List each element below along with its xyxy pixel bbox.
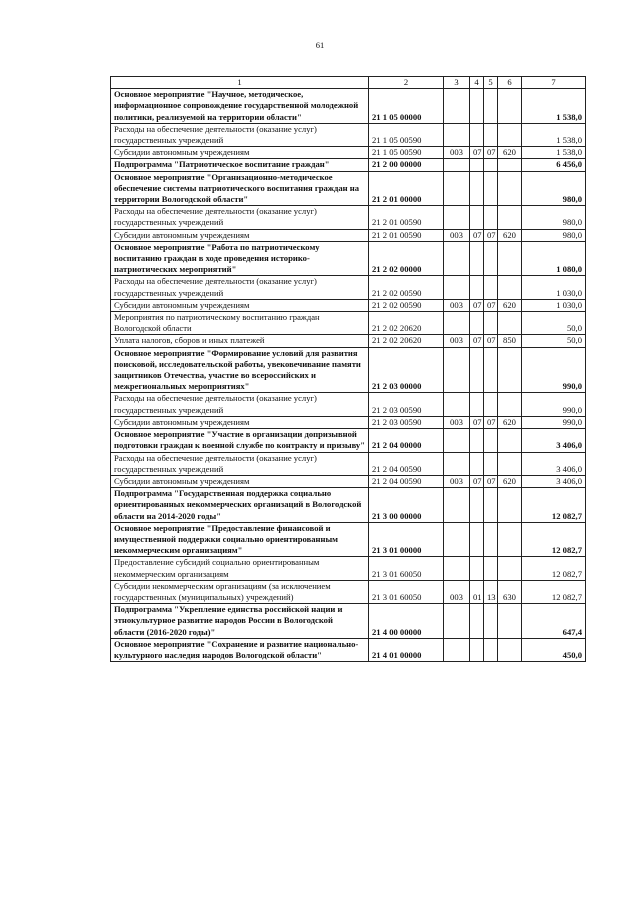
row-name: Субсидии автономным учреждениям (111, 229, 369, 241)
row-expense-type-code (498, 123, 522, 146)
row-amount: 990,0 (522, 347, 586, 393)
row-amount: 3 406,0 (522, 452, 586, 475)
row-amount: 50,0 (522, 312, 586, 335)
row-code: 21 2 04 00590 (369, 475, 444, 487)
table-row (111, 241, 586, 276)
row-amount: 1 080,0 (522, 241, 586, 276)
row-ministry-code (444, 89, 470, 124)
row-amount: 50,0 (522, 335, 586, 347)
row-section-code: 07 (470, 229, 484, 241)
row-name: Основное мероприятие "Предоставление финансовой и имущественной поддержки социально ориентированным некоммерческим организациям" (111, 522, 369, 557)
row-amount: 12 082,7 (522, 522, 586, 557)
table-row (111, 557, 586, 580)
table-row (111, 416, 586, 428)
column-header: 4 (470, 77, 484, 89)
row-subsection-code: 13 (484, 580, 498, 603)
row-ministry-code (444, 604, 470, 639)
row-ministry-code (444, 241, 470, 276)
row-code: 21 2 04 00000 (369, 429, 444, 452)
row-ministry-code (444, 276, 470, 299)
row-code: 21 1 05 00590 (369, 123, 444, 146)
row-subsection-code: 07 (484, 299, 498, 311)
row-subsection-code (484, 171, 498, 206)
row-section-code (470, 347, 484, 393)
row-code: 21 2 03 00000 (369, 347, 444, 393)
row-code: 21 3 01 60050 (369, 580, 444, 603)
column-header: 3 (444, 77, 470, 89)
row-amount: 450,0 (522, 638, 586, 661)
table-row (111, 229, 586, 241)
row-subsection-code (484, 638, 498, 661)
table-row (111, 89, 586, 124)
row-subsection-code (484, 89, 498, 124)
row-ministry-code: 003 (444, 335, 470, 347)
table-row (111, 452, 586, 475)
row-subsection-code (484, 123, 498, 146)
row-ministry-code (444, 452, 470, 475)
row-code: 21 2 03 00590 (369, 393, 444, 416)
row-subsection-code: 07 (484, 475, 498, 487)
row-code: 21 2 02 00000 (369, 241, 444, 276)
row-expense-type-code (498, 89, 522, 124)
row-ministry-code (444, 638, 470, 661)
row-subsection-code: 07 (484, 416, 498, 428)
table-row (111, 393, 586, 416)
page-number: 61 (315, 40, 325, 50)
row-subsection-code (484, 393, 498, 416)
row-section-code: 07 (470, 335, 484, 347)
row-section-code: 07 (470, 416, 484, 428)
row-expense-type-code (498, 488, 522, 523)
row-expense-type-code (498, 557, 522, 580)
row-expense-type-code (498, 159, 522, 171)
row-ministry-code: 003 (444, 416, 470, 428)
row-code: 21 2 02 20620 (369, 335, 444, 347)
row-ministry-code: 003 (444, 580, 470, 603)
row-code: 21 2 03 00590 (369, 416, 444, 428)
column-header: 1 (111, 77, 369, 89)
row-name: Основное мероприятие "Работа по патриотическому воспитанию граждан в ходе проведения историко-патриотических мероприятий" (111, 241, 369, 276)
row-amount: 990,0 (522, 393, 586, 416)
row-section-code (470, 312, 484, 335)
row-code: 21 2 01 00590 (369, 229, 444, 241)
row-section-code (470, 604, 484, 639)
row-name: Основное мероприятие "Организационно-методическое обеспечение системы патриотического воспитания граждан на территории Вологодской области" (111, 171, 369, 206)
row-name: Предоставление субсидий социально ориентированным некоммерческим организациям (111, 557, 369, 580)
row-code: 21 2 01 00590 (369, 206, 444, 229)
table-row (111, 147, 586, 159)
row-ministry-code (444, 488, 470, 523)
row-section-code: 07 (470, 475, 484, 487)
row-expense-type-code (498, 393, 522, 416)
row-section-code (470, 89, 484, 124)
row-section-code (470, 522, 484, 557)
row-subsection-code (484, 159, 498, 171)
row-code: 21 3 01 00000 (369, 522, 444, 557)
row-amount: 1 030,0 (522, 299, 586, 311)
row-name: Расходы на обеспечение деятельности (оказание услуг) государственных учреждений (111, 452, 369, 475)
row-amount: 12 082,7 (522, 557, 586, 580)
table-row (111, 488, 586, 523)
row-expense-type-code (498, 452, 522, 475)
row-code: 21 2 02 20620 (369, 312, 444, 335)
row-section-code: 07 (470, 299, 484, 311)
row-amount: 6 456,0 (522, 159, 586, 171)
row-amount: 990,0 (522, 416, 586, 428)
row-section-code (470, 206, 484, 229)
column-header: 6 (498, 77, 522, 89)
row-expense-type-code (498, 312, 522, 335)
row-subsection-code (484, 312, 498, 335)
row-section-code (470, 159, 484, 171)
row-subsection-code (484, 206, 498, 229)
row-amount: 1 538,0 (522, 123, 586, 146)
table-row (111, 171, 586, 206)
row-code: 21 4 00 00000 (369, 604, 444, 639)
row-expense-type-code: 630 (498, 580, 522, 603)
row-expense-type-code (498, 241, 522, 276)
column-header: 7 (522, 77, 586, 89)
row-expense-type-code: 850 (498, 335, 522, 347)
row-name: Подпрограмма "Укрепление единства российской нации и этнокультурное развитие народов России в Вологодской области (2016-2020 годы)" (111, 604, 369, 639)
row-expense-type-code (498, 347, 522, 393)
row-subsection-code (484, 429, 498, 452)
row-subsection-code: 07 (484, 147, 498, 159)
row-expense-type-code (498, 522, 522, 557)
row-section-code (470, 557, 484, 580)
row-name: Основное мероприятие "Научное, методическое, информационное сопровождение государственной молодежной политики, реализуемой на территории области" (111, 89, 369, 124)
row-ministry-code (444, 429, 470, 452)
table-row (111, 604, 586, 639)
column-header-row (111, 77, 586, 89)
table-row (111, 580, 586, 603)
table-row (111, 347, 586, 393)
row-ministry-code (444, 123, 470, 146)
row-amount: 12 082,7 (522, 580, 586, 603)
row-section-code (470, 123, 484, 146)
table-row (111, 638, 586, 661)
row-expense-type-code: 620 (498, 147, 522, 159)
row-code: 21 1 05 00000 (369, 89, 444, 124)
row-code: 21 2 02 00590 (369, 276, 444, 299)
row-amount: 647,4 (522, 604, 586, 639)
row-ministry-code: 003 (444, 475, 470, 487)
row-code: 21 1 05 00590 (369, 147, 444, 159)
table-row (111, 312, 586, 335)
row-expense-type-code: 620 (498, 475, 522, 487)
row-expense-type-code: 620 (498, 229, 522, 241)
row-name: Расходы на обеспечение деятельности (оказание услуг) государственных учреждений (111, 123, 369, 146)
row-subsection-code (484, 276, 498, 299)
table-row (111, 276, 586, 299)
row-code: 21 3 00 00000 (369, 488, 444, 523)
column-header: 5 (484, 77, 498, 89)
row-section-code (470, 276, 484, 299)
row-subsection-code (484, 557, 498, 580)
row-section-code (470, 393, 484, 416)
row-subsection-code: 07 (484, 335, 498, 347)
row-ministry-code: 003 (444, 147, 470, 159)
row-subsection-code (484, 452, 498, 475)
row-section-code (470, 241, 484, 276)
row-name: Субсидии автономным учреждениям (111, 299, 369, 311)
row-name: Основное мероприятие "Участие в организации допризывной подготовки граждан к военной службе по контракту и призыву" (111, 429, 369, 452)
row-expense-type-code: 620 (498, 299, 522, 311)
row-ministry-code (444, 557, 470, 580)
row-expense-type-code: 620 (498, 416, 522, 428)
row-expense-type-code (498, 171, 522, 206)
row-amount: 1 538,0 (522, 89, 586, 124)
row-section-code (470, 429, 484, 452)
column-header: 2 (369, 77, 444, 89)
row-name: Основное мероприятие "Формирование условий для развития поисковой, исследовательской работы, увековечивание памяти защитников Отечества, участие во всероссийских и межрегиональных мероприятиях" (111, 347, 369, 393)
row-name: Подпрограмма "Государственная поддержка социально ориентированных некоммерческих организаций в Вологодской области на 2014-2020 годы" (111, 488, 369, 523)
row-section-code (470, 171, 484, 206)
row-code: 21 3 01 60050 (369, 557, 444, 580)
row-name: Уплата налогов, сборов и иных платежей (111, 335, 369, 347)
row-section-code: 01 (470, 580, 484, 603)
row-amount: 1 538,0 (522, 147, 586, 159)
row-code: 21 4 01 00000 (369, 638, 444, 661)
row-code: 21 2 04 00590 (369, 452, 444, 475)
row-subsection-code (484, 347, 498, 393)
row-subsection-code (484, 241, 498, 276)
row-name: Субсидии автономным учреждениям (111, 416, 369, 428)
row-expense-type-code (498, 638, 522, 661)
row-ministry-code (444, 347, 470, 393)
row-subsection-code (484, 488, 498, 523)
row-section-code (470, 638, 484, 661)
row-name: Подпрограмма "Патриотическое воспитание граждан" (111, 159, 369, 171)
row-section-code (470, 488, 484, 523)
row-ministry-code: 003 (444, 229, 470, 241)
row-name: Мероприятия по патриотическому воспитанию граждан Вологодской области (111, 312, 369, 335)
row-name: Субсидии автономным учреждениям (111, 475, 369, 487)
table-row (111, 123, 586, 146)
row-name: Субсидии некоммерческим организациям (за исключением государственных (муниципальных) учреждений) (111, 580, 369, 603)
row-subsection-code (484, 604, 498, 639)
row-ministry-code (444, 393, 470, 416)
row-amount: 980,0 (522, 171, 586, 206)
table-row (111, 335, 586, 347)
row-expense-type-code (498, 276, 522, 299)
table-row (111, 299, 586, 311)
row-section-code: 07 (470, 147, 484, 159)
row-code: 21 2 01 00000 (369, 171, 444, 206)
row-name: Основное мероприятие "Сохранение и развитие национально-культурного наследия народов Вологодской области" (111, 638, 369, 661)
table-row (111, 475, 586, 487)
row-amount: 1 030,0 (522, 276, 586, 299)
table-row (111, 206, 586, 229)
row-ministry-code (444, 159, 470, 171)
row-name: Расходы на обеспечение деятельности (оказание услуг) государственных учреждений (111, 276, 369, 299)
row-amount: 980,0 (522, 206, 586, 229)
row-subsection-code: 07 (484, 229, 498, 241)
row-name: Субсидии автономным учреждениям (111, 147, 369, 159)
row-ministry-code (444, 312, 470, 335)
table-row (111, 522, 586, 557)
row-expense-type-code (498, 206, 522, 229)
row-ministry-code (444, 206, 470, 229)
row-section-code (470, 452, 484, 475)
row-ministry-code (444, 522, 470, 557)
row-subsection-code (484, 522, 498, 557)
table-row (111, 429, 586, 452)
row-amount: 12 082,7 (522, 488, 586, 523)
row-name: Расходы на обеспечение деятельности (оказание услуг) государственных учреждений (111, 206, 369, 229)
row-ministry-code (444, 171, 470, 206)
row-amount: 3 406,0 (522, 429, 586, 452)
row-amount: 3 406,0 (522, 475, 586, 487)
budget-table (110, 76, 586, 662)
row-ministry-code: 003 (444, 299, 470, 311)
row-expense-type-code (498, 429, 522, 452)
row-expense-type-code (498, 604, 522, 639)
table-row (111, 159, 586, 171)
row-name: Расходы на обеспечение деятельности (оказание услуг) государственных учреждений (111, 393, 369, 416)
row-code: 21 2 00 00000 (369, 159, 444, 171)
row-amount: 980,0 (522, 229, 586, 241)
row-code: 21 2 02 00590 (369, 299, 444, 311)
